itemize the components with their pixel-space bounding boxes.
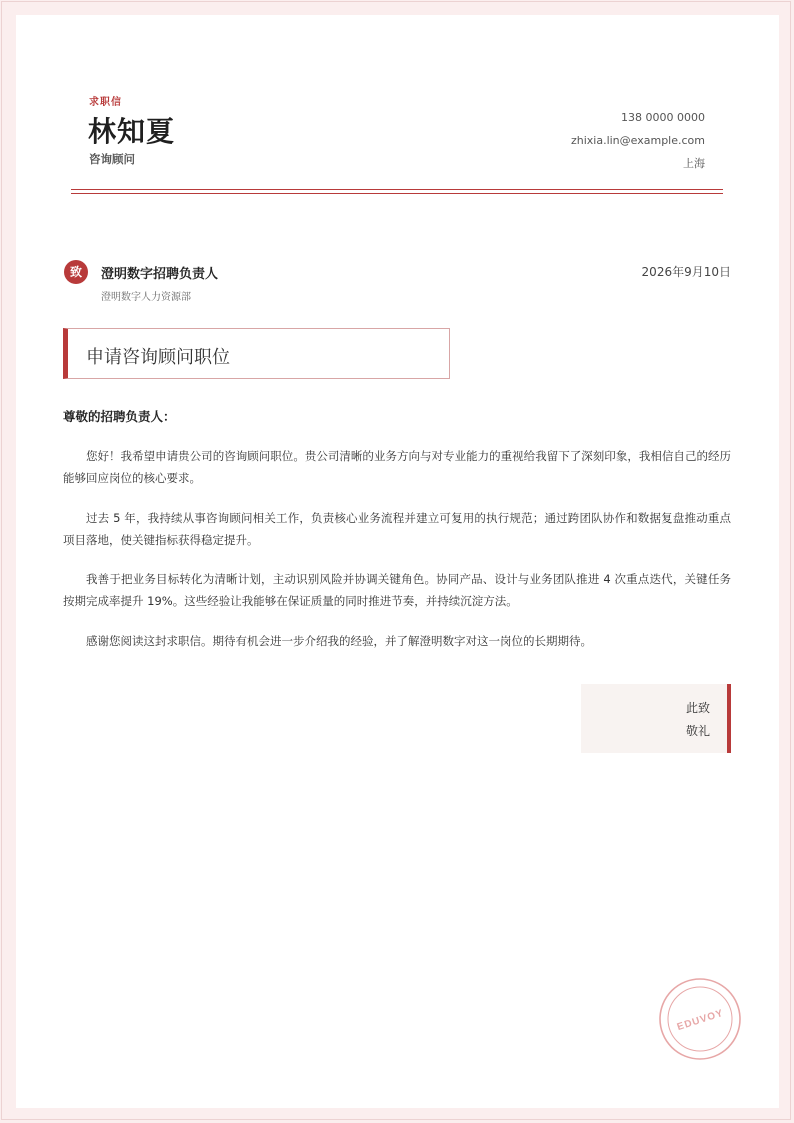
salutation: 尊敬的招聘负责人： <box>63 409 176 424</box>
closing-line-1: 此致 <box>685 701 710 715</box>
contact-city: 上海 <box>683 157 705 170</box>
body-paragraph-1: 您好！我希望申请贵公司的咨询顾问职位。贵公司清晰的业务方向与对专业能力的重视给我留下了深刻印象，我相信自己的经历能够回应岗位的核心要求。 <box>63 449 731 485</box>
contact-email: zhixia.lin@example.com <box>570 134 705 147</box>
letter-date: 2026年9月10日 <box>641 265 731 279</box>
header-divider-top <box>71 189 723 190</box>
watermark-stamp-icon <box>657 976 743 1062</box>
recipient-department: 澄明数字人力资源部 <box>101 292 191 303</box>
paper-sheet <box>16 15 779 1108</box>
body-paragraph-2: 过去 5 年，我持续从事咨询顾问相关工作，负责核心业务流程并建立可复用的执行规范；通过跨团队协作和数据复盘推动重点项目落地，使关键指标获得稳定提升。 <box>63 511 731 547</box>
header-divider-bottom <box>71 193 723 194</box>
closing-line-2: 敬礼 <box>685 724 710 738</box>
body-paragraph-4: 感谢您阅读这封求职信。期待有机会进一步介绍我的经验，并了解澄明数字对这一岗位的长期期待。 <box>86 634 592 648</box>
applicant-role: 咨询顾问 <box>89 152 135 166</box>
closing-block <box>581 684 731 753</box>
subject-title: 申请咨询顾问职位 <box>86 347 230 368</box>
stamp-text: EDUVOY <box>675 1007 726 1034</box>
document-type-label: 求职信 <box>89 97 122 108</box>
subject-box <box>63 328 450 379</box>
contact-block <box>571 106 705 175</box>
body-paragraph-3: 我善于把业务目标转化为清晰计划，主动识别风险并协调关键角色。协同产品、设计与业务团队推进 4 次重点迭代，关键任务按期完成率提升 19%。这些经验让我能够在保证质量的同时推进节奏，并持续沉淀方法。 <box>63 572 731 608</box>
applicant-name: 林知夏 <box>88 115 176 148</box>
recipient-name: 澄明数字招聘负责人 <box>101 267 219 282</box>
recipient-badge: 致 <box>64 260 88 284</box>
contact-phone: 138 0000 0000 <box>621 111 705 124</box>
